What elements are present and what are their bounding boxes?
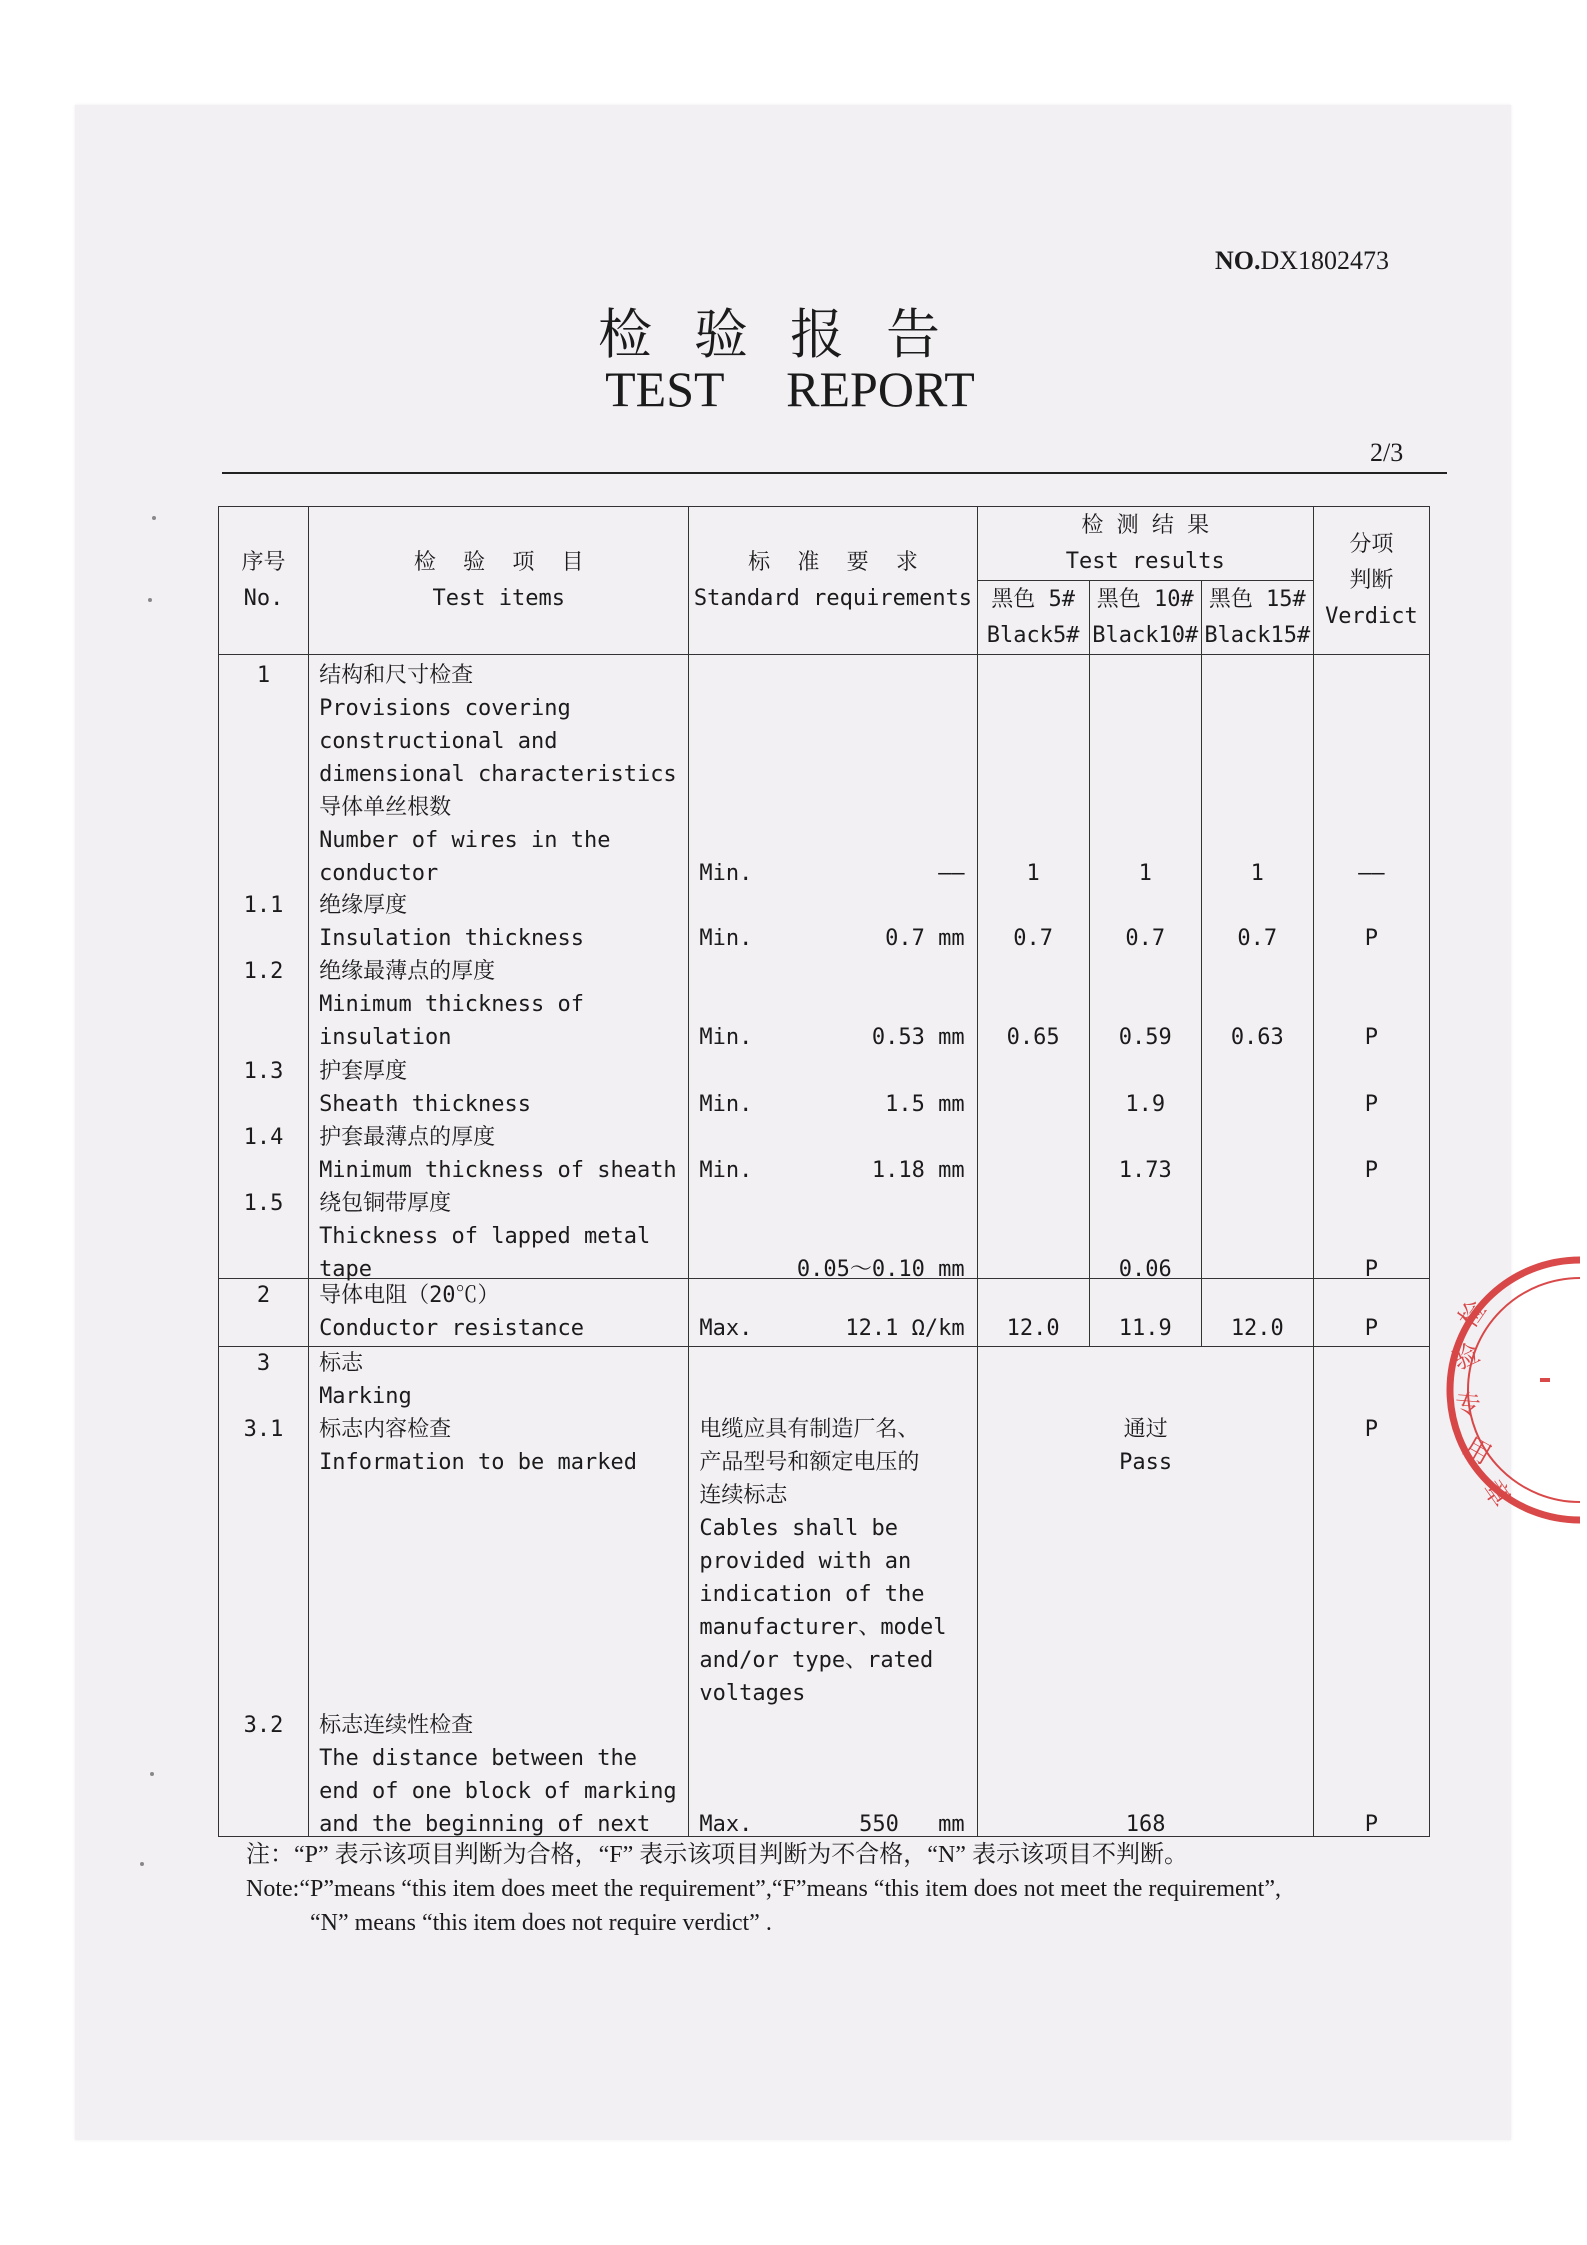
result-value: Pass bbox=[1119, 1450, 1173, 1475]
item-number: 3.1 bbox=[243, 1417, 284, 1442]
verdict-value: P bbox=[1364, 1812, 1379, 1837]
header-sample-3 bbox=[1201, 581, 1313, 655]
sample-label-cn: 黑色 5# bbox=[991, 586, 1076, 612]
test-item-text: Number of wires in the bbox=[319, 828, 611, 853]
cell-verdict bbox=[1313, 1347, 1429, 1837]
verdict-value: P bbox=[1364, 1316, 1379, 1341]
svg-text:用: 用 bbox=[1458, 1432, 1497, 1472]
table-row-section-3 bbox=[219, 1347, 1430, 1837]
verdict-value: P bbox=[1364, 926, 1379, 951]
test-item-text: Provisions covering bbox=[319, 696, 571, 721]
header-results bbox=[977, 507, 1313, 581]
header-no bbox=[219, 507, 309, 655]
svg-text:章: 章 bbox=[1476, 1474, 1516, 1514]
std-requirement-text: Cables shall be bbox=[699, 1516, 899, 1541]
test-item-text: Minimum thickness of sheath bbox=[319, 1158, 677, 1183]
margin-dot bbox=[140, 1862, 144, 1866]
verdict-value: P bbox=[1364, 1158, 1379, 1183]
result-value: 通过 bbox=[1123, 1417, 1168, 1442]
test-item-text: 标志 bbox=[319, 1351, 364, 1376]
table-header-row bbox=[219, 507, 1430, 581]
item-number: 1.1 bbox=[243, 893, 284, 918]
test-item-text: 结构和尺寸检查 bbox=[319, 663, 474, 688]
item-number: 1.4 bbox=[243, 1125, 284, 1150]
verdict-value: P bbox=[1364, 1417, 1379, 1442]
test-item-text: 护套厚度 bbox=[319, 1059, 408, 1084]
cell-standard bbox=[689, 655, 977, 1282]
test-item-text: Thickness of lapped metal bbox=[319, 1224, 651, 1249]
test-item-text: insulation bbox=[319, 1025, 452, 1050]
header-no-en: No. bbox=[243, 585, 284, 611]
std-qualifier: Min. bbox=[699, 1025, 753, 1050]
std-requirement-text: 产品型号和额定电压的 bbox=[699, 1450, 920, 1475]
result-value: 1 bbox=[1250, 861, 1264, 886]
result-value: 0.59 bbox=[1118, 1025, 1172, 1050]
test-item-text: and the beginning of next bbox=[319, 1812, 651, 1837]
result-value: 1 bbox=[1138, 861, 1152, 886]
std-value: —— bbox=[938, 861, 965, 886]
result-value: 0.7 bbox=[1013, 926, 1054, 951]
std-qualifier: Max. bbox=[699, 1316, 753, 1341]
cell-result-black15 bbox=[1201, 1279, 1313, 1347]
result-value: 1.73 bbox=[1118, 1158, 1172, 1183]
result-value: 168 bbox=[1125, 1812, 1166, 1837]
header-results-en: Test results bbox=[1065, 548, 1225, 574]
std-requirement-text: 电缆应具有制造厂名、 bbox=[699, 1417, 920, 1442]
item-number: 3.2 bbox=[243, 1713, 284, 1738]
std-requirement-text: and/or type、rated bbox=[699, 1648, 934, 1673]
header-no-cn: 序号 bbox=[241, 549, 286, 575]
cell-result-black5 bbox=[977, 1279, 1089, 1347]
result-value: 12.0 bbox=[1006, 1316, 1060, 1341]
cell-results-merged bbox=[977, 1347, 1313, 1837]
header-standard-cn: 标 准 要 求 bbox=[748, 549, 918, 575]
std-qualifier: Min. bbox=[699, 1092, 753, 1117]
test-item-text: The distance between the bbox=[319, 1746, 637, 1771]
header-verdict-cn: 判断 bbox=[1349, 567, 1394, 593]
result-value: 1.9 bbox=[1125, 1092, 1166, 1117]
test-item-text: Marking bbox=[319, 1384, 412, 1409]
cell-result-black15 bbox=[1201, 655, 1313, 1279]
sample-label-en: Black10# bbox=[1092, 622, 1199, 648]
test-item-text: Insulation thickness bbox=[319, 926, 584, 951]
test-item-text: 标志连续性检查 bbox=[319, 1713, 474, 1738]
std-requirement-text: provided with an bbox=[699, 1549, 912, 1574]
cell-test-item bbox=[309, 1347, 689, 1837]
cell-test-item bbox=[309, 655, 689, 1282]
verdict-value: —— bbox=[1358, 861, 1385, 886]
test-item-text: Minimum thickness of bbox=[319, 992, 584, 1017]
std-value: 1.5 mm bbox=[885, 1092, 965, 1117]
header-items-en: Test items bbox=[432, 585, 565, 611]
result-value: 12.0 bbox=[1230, 1316, 1284, 1341]
cell-no bbox=[219, 1279, 309, 1347]
svg-text:检: 检 bbox=[1453, 1295, 1493, 1335]
item-number: 1 bbox=[256, 663, 271, 688]
test-item-text: 绝缘厚度 bbox=[319, 893, 408, 918]
notes-section bbox=[246, 1838, 1446, 1940]
header-sample-1 bbox=[977, 581, 1089, 655]
std-qualifier: Max. bbox=[699, 1812, 753, 1837]
test-item-text: Conductor resistance bbox=[319, 1316, 584, 1341]
cell-result-black10 bbox=[1089, 655, 1201, 1282]
result-value: 0.7 bbox=[1125, 926, 1166, 951]
std-value: 0.53 mm bbox=[871, 1025, 965, 1050]
header-standard-en: Standard requirements bbox=[693, 585, 973, 611]
header-verdict-en: Verdict bbox=[1325, 603, 1418, 629]
page-number: 2/3 bbox=[1370, 438, 1404, 467]
item-number: 1.5 bbox=[243, 1191, 284, 1216]
item-number: 1.3 bbox=[243, 1059, 284, 1084]
std-value: 1.18 mm bbox=[871, 1158, 965, 1183]
title-chinese: 检验报告 bbox=[598, 303, 982, 366]
cell-standard bbox=[689, 1279, 977, 1347]
header-verdict bbox=[1313, 507, 1429, 655]
test-item-text: Sheath thickness bbox=[319, 1092, 531, 1117]
result-value: 11.9 bbox=[1118, 1316, 1172, 1341]
sample-label-cn: 黑色 10# bbox=[1096, 586, 1194, 612]
header-sample-2 bbox=[1089, 581, 1201, 655]
margin-dot bbox=[148, 598, 152, 602]
item-number: 1.2 bbox=[243, 959, 284, 984]
std-value: 12.1 Ω/km bbox=[845, 1316, 965, 1341]
std-qualifier: Min. bbox=[699, 926, 753, 951]
test-results-table bbox=[218, 506, 1430, 1837]
item-number: 3 bbox=[256, 1351, 271, 1376]
header-rule bbox=[222, 472, 1447, 474]
item-number: 2 bbox=[256, 1283, 271, 1308]
verdict-value: P bbox=[1364, 1257, 1379, 1282]
result-value: 0.63 bbox=[1230, 1025, 1284, 1050]
note-chinese: 注：“P” 表示该项目判断为合格，“F” 表示该项目判断为不合格，“N” 表示该项目不判断。 bbox=[246, 1842, 1188, 1868]
sample-label-en: Black15# bbox=[1204, 622, 1311, 648]
test-item-text: 标志内容检查 bbox=[319, 1417, 452, 1442]
result-value: 1 bbox=[1026, 861, 1040, 886]
std-value: 550 mm bbox=[859, 1812, 965, 1837]
margin-dot bbox=[150, 1772, 154, 1776]
table-row-section-1 bbox=[219, 655, 1430, 1279]
cell-no bbox=[219, 655, 309, 1279]
std-requirement-text: manufacturer、model bbox=[699, 1615, 947, 1640]
title-english: TEST REPORT bbox=[605, 361, 975, 417]
report-number: NO.DX1802473 bbox=[1215, 246, 1390, 275]
std-value: 0.05～0.10 mm bbox=[796, 1257, 965, 1282]
test-item-text: Information to be marked bbox=[319, 1450, 637, 1475]
svg-text:验: 验 bbox=[1448, 1338, 1485, 1377]
std-value: 0.7 mm bbox=[885, 926, 965, 951]
sample-label-cn: 黑色 15# bbox=[1208, 586, 1306, 612]
test-item-text: conductor bbox=[319, 861, 439, 886]
test-item-text: tape bbox=[319, 1257, 373, 1282]
table-row-section-2 bbox=[219, 1279, 1430, 1347]
header-items-cn: 检 验 项 目 bbox=[413, 549, 584, 575]
note-english-continued: “N” means “this item does not require verdict” . bbox=[310, 1910, 772, 1936]
cell-no bbox=[219, 1347, 309, 1837]
std-qualifier: Min. bbox=[699, 861, 753, 886]
header-verdict-cn: 分项 bbox=[1349, 531, 1394, 557]
note-english: Note:“P”means “this item does meet the requirement”,“F”means “this item does not meet the requirement”, bbox=[246, 1876, 1281, 1902]
cell-verdict bbox=[1313, 1279, 1429, 1347]
test-item-text: 绝缘最薄点的厚度 bbox=[319, 959, 496, 984]
cell-verdict bbox=[1313, 655, 1429, 1282]
result-value: 0.65 bbox=[1006, 1025, 1060, 1050]
cell-result-black10 bbox=[1089, 1279, 1201, 1347]
test-item-text: 导体单丝根数 bbox=[319, 795, 452, 820]
std-qualifier: Min. bbox=[699, 1158, 753, 1183]
svg-text:专: 专 bbox=[1453, 1389, 1482, 1422]
test-item-text: end of one block of marking bbox=[319, 1779, 677, 1804]
test-item-text: 绕包铜带厚度 bbox=[319, 1191, 452, 1216]
cell-result-black5 bbox=[977, 655, 1089, 1279]
result-value: 0.7 bbox=[1237, 926, 1278, 951]
std-requirement-text: 连续标志 bbox=[699, 1483, 788, 1508]
header-items bbox=[309, 507, 689, 655]
verdict-value: P bbox=[1364, 1092, 1379, 1117]
std-requirement-text: indication of the bbox=[699, 1582, 925, 1607]
red-seal-stamp bbox=[1420, 1240, 1580, 1540]
test-item-text: 导体电阻（20℃） bbox=[319, 1283, 500, 1308]
test-item-text: dimensional characteristics bbox=[319, 762, 677, 787]
header-results-cn: 检 测 结 果 bbox=[1081, 512, 1210, 538]
margin-dot bbox=[152, 516, 156, 520]
result-value: 0.06 bbox=[1118, 1257, 1172, 1282]
test-item-text: constructional and bbox=[319, 729, 558, 754]
header-standard bbox=[689, 507, 977, 655]
test-item-text: 护套最薄点的厚度 bbox=[319, 1125, 496, 1150]
cell-standard bbox=[689, 1347, 977, 1837]
verdict-value: P bbox=[1364, 1025, 1379, 1050]
std-requirement-text: voltages bbox=[699, 1681, 806, 1706]
sample-label-en: Black5# bbox=[986, 622, 1080, 648]
cell-test-item bbox=[309, 1279, 689, 1347]
